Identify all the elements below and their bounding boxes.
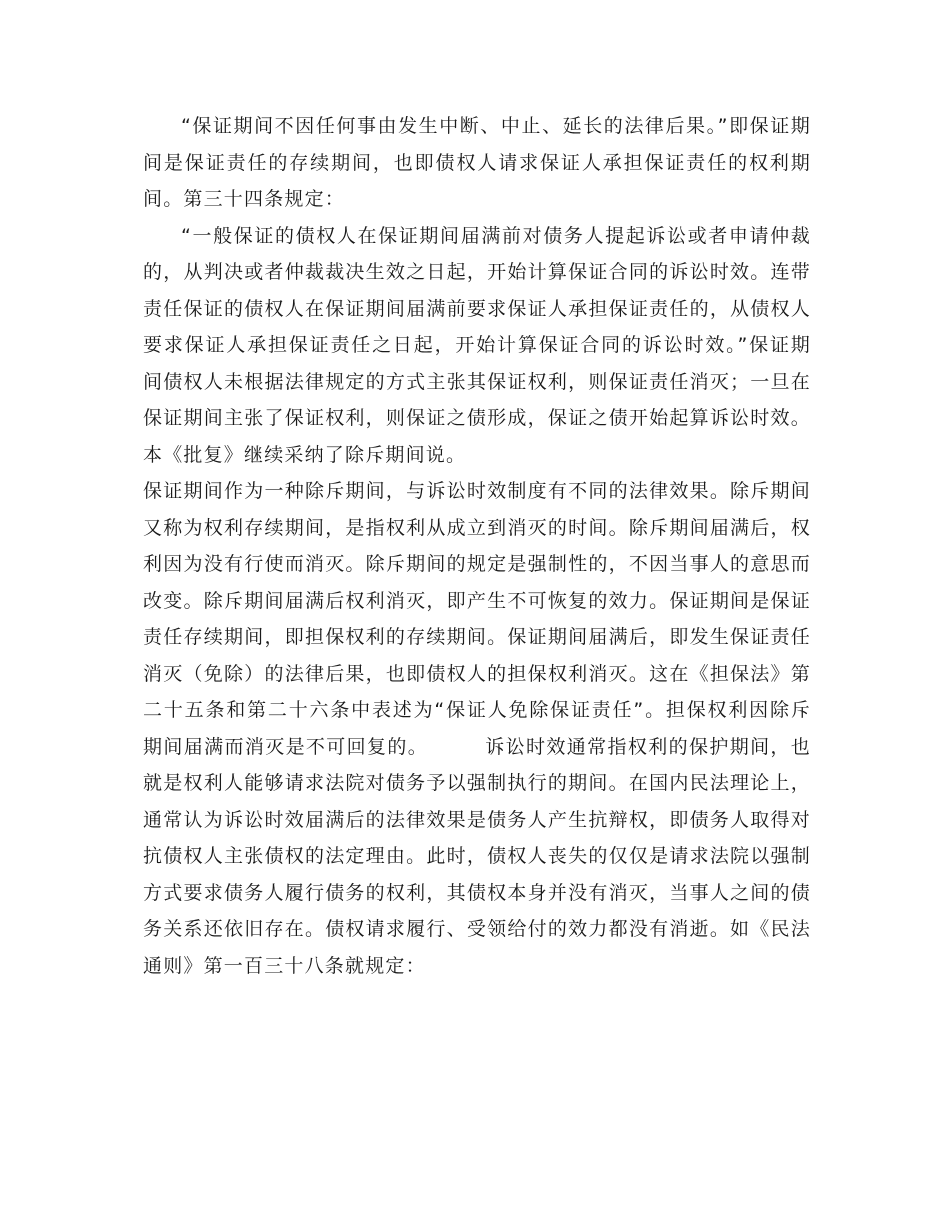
- paragraph-article-34-quote: “一般保证的债权人在保证期间届满前对债务人提起诉讼或者申请仲裁的，从判决或者仲裁裁决生效之日起，开始计算保证合同的诉讼时效。连带责任保证的债权人在保证期间届满前要求保证人承担保证责任的，从债权人要求保证人承担保证责任之日起，开始计算保证合同的诉讼时效。”保证期间债权人未根据法律规定的方式主张其保证权利，则保证责任消灭；一旦在保证期间主张了保证权利，则保证之债形成，保证之债开始起算诉讼时效。本《批复》继续采纳了除斥期间说。: [143, 224, 811, 466]
- paragraph-guarantee-period-no-interruption: “保证期间不因任何事由发生中断、中止、延长的法律后果。”即保证期间是保证责任的存续期间，也即债权人请求保证人承担保证责任的权利期间。第三十四条规定：: [143, 115, 811, 210]
- paragraph-limitation-period-text: 诉讼时效通常指权利的保护期间，也就是权利人能够请求法院对债务予以强制执行的期间。在国内民法理论上，通常认为诉讼时效届满后的法律效果是债务人产生抗辩权，即债务人取得对抗债权人主张债权的法定理由。此时，债权人丧失的仅仅是请求法院以强制方式要求债务人履行债务的权利，其债权本身并没有消灭，当事人之间的债务关系还依旧存在。债权请求履行、受领给付的效力都没有消逝。如《民法通则》第一百三十八条就规定：: [143, 735, 811, 977]
- document-body: [143, 108, 811, 984]
- paragraph-exclusion-period-vs-limitation: [143, 473, 811, 984]
- paragraph-exclusion-period-text: 保证期间作为一种除斥期间，与诉讼时效制度有不同的法律效果。除斥期间又称为权利存续期间，是指权利从成立到消灭的时间。除斥期间届满后，权利因为没有行使而消灭。除斥期间的规定是强制性的，不因当事人的意思而改变。除斥期间届满后权利消灭，即产生不可恢复的效力。保证期间是保证责任存续期间，即担保权利的存续期间。保证期间届满后，即发生保证责任消灭（免除）的法律后果，也即债权人的担保权利消灭。这在《担保法》第二十五条和第二十六条中表述为“保证人免除保证责任”。担保权利因除斥期间届满而消灭是不可回复的。: [143, 480, 811, 758]
